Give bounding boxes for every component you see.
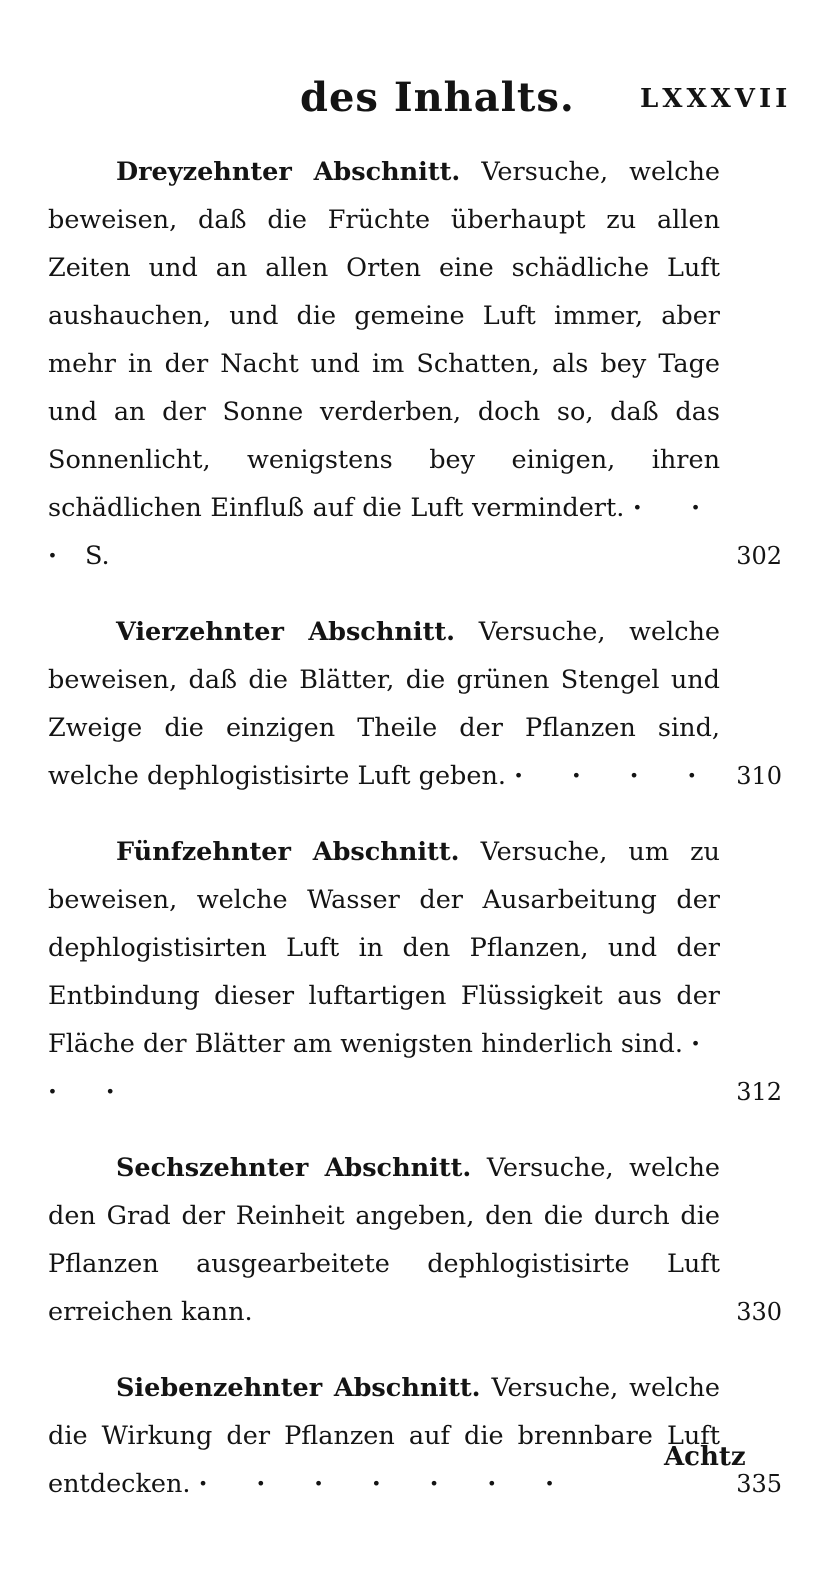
toc-entry-17 (48, 1364, 788, 1508)
section-label: Dreyzehnter Abschnitt. (116, 157, 461, 187)
table-of-contents (48, 148, 788, 1536)
page-number: 335 (736, 1470, 782, 1498)
running-head-title: des Inhalts. (300, 74, 575, 121)
catchword: Achtz (664, 1442, 746, 1472)
leader-dots: · · · · · · · (198, 1469, 575, 1499)
entry-text (48, 828, 720, 1116)
folio-number: LXXXVII (640, 84, 792, 114)
section-description: Versuche, welche den Grad der Reinheit angeben, den die durch die Pflanzen ausgearbeitete dephlogistisirte Luft erreichen kann. (48, 1153, 720, 1327)
entry-text (48, 1364, 720, 1508)
section-description: Versuche, welche beweisen, daß die Früchte überhaupt zu allen Zeiten und an allen Orten eine schädliche Luft aushauchen, und die gemeine Luft immer, aber mehr in der Nacht und im Schatten, als bey Tage und an der Sonne verderben, doch so, daß das Sonnenlicht, wenigstens bey einigen, ihren schädlichen Einfluß auf die Luft vermindert. (48, 157, 721, 523)
toc-entry-15 (48, 828, 788, 1116)
page-number: 330 (736, 1298, 782, 1326)
leader-dots: · · · (48, 1029, 720, 1107)
section-description: Versuche, welche beweisen, daß die Blätter, die grünen Stengel und Zweige die einzigen Theile der Pflanzen sind, welche dephlogistisirte Luft geben. (48, 617, 721, 791)
toc-entry-16 (48, 1144, 788, 1336)
page-number: 310 (736, 762, 782, 790)
page-number: 312 (736, 1078, 782, 1106)
section-label: Sechszehnter Abschnitt. (116, 1153, 472, 1183)
section-label: Fünfzehnter Abschnitt. (116, 837, 460, 867)
toc-entry-14 (48, 608, 788, 800)
running-head (0, 74, 830, 130)
page-prefix: S. (85, 541, 110, 571)
section-description: Versuche, um zu beweisen, welche Wasser der Ausarbeitung der dephlogistisirten Luft in den Pflanzen, und der Entbindung dieser luftartigen Flüssigkeit aus der Fläche der Blätter am wenigsten hinderlich sind. (48, 837, 720, 1059)
leader-dots: · · · · (514, 761, 717, 791)
entry-text (48, 148, 720, 580)
toc-entry-13 (48, 148, 788, 580)
leader-dots: · · · (48, 493, 720, 571)
section-label: Siebenzehnter Abschnitt. (116, 1373, 481, 1403)
entry-text (48, 1144, 720, 1336)
entry-text (48, 608, 720, 800)
page-number: 302 (736, 542, 782, 570)
section-label: Vierzehnter Abschnitt. (116, 617, 456, 647)
section-description: Versuche, welche die Wirkung der Pflanzen auf die brennbare Luft entdecken. (48, 1373, 720, 1499)
